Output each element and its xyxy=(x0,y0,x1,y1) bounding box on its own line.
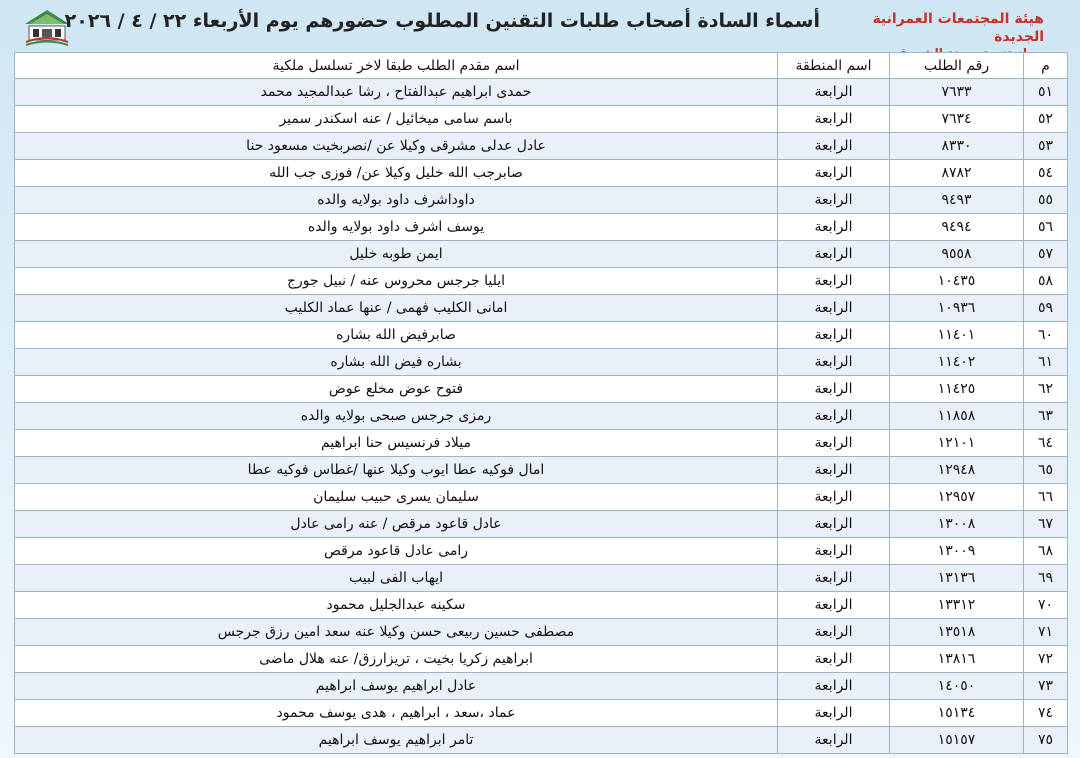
serial-cell: ٥٦ xyxy=(1024,214,1068,241)
area-cell: الرابعة xyxy=(778,241,890,268)
request-number-cell: ١٢١٠١ xyxy=(890,430,1024,457)
table-row xyxy=(15,268,1068,295)
table-row xyxy=(15,133,1068,160)
page-title: أسماء السادة أصحاب طلبات التقنين المطلوب حضورهم يوم الأربعاء ٢٢ / ٤ / ٢٠٢٦ xyxy=(64,10,820,32)
area-cell: الرابعة xyxy=(778,673,890,700)
serial-cell: ٥٧ xyxy=(1024,241,1068,268)
request-number-cell: ١١٤٠٢ xyxy=(890,349,1024,376)
serial-cell: ٧١ xyxy=(1024,619,1068,646)
request-number-cell: ١٥١٣٤ xyxy=(890,700,1024,727)
area-cell: الرابعة xyxy=(778,403,890,430)
area-cell: الرابعة xyxy=(778,160,890,187)
applicant-name-cell: ايمن طوبه خليل xyxy=(15,241,778,268)
table-row xyxy=(15,619,1068,646)
applicant-name-cell: يوسف اشرف داود بولايه والده xyxy=(15,214,778,241)
area-cell: الرابعة xyxy=(778,295,890,322)
column-header-serial: م xyxy=(1024,53,1068,79)
serial-cell: ٥٩ xyxy=(1024,295,1068,322)
table-row xyxy=(15,673,1068,700)
serial-cell: ٦٢ xyxy=(1024,376,1068,403)
area-cell: الرابعة xyxy=(778,133,890,160)
request-number-cell: ١١٤٢٥ xyxy=(890,376,1024,403)
area-cell: الرابعة xyxy=(778,322,890,349)
applicant-name-cell: ابراهيم زكريا بخيت ، تريزارزق/ عنه هلال ماضى xyxy=(15,646,778,673)
table-row xyxy=(15,403,1068,430)
serial-cell: ٥٣ xyxy=(1024,133,1068,160)
applicant-name-cell: ايليا جرجس محروس عنه / نبيل جورج xyxy=(15,268,778,295)
serial-cell: ٧٠ xyxy=(1024,592,1068,619)
applicant-name-cell: عادل قاعود مرقص / عنه رامى عادل xyxy=(15,511,778,538)
applicant-name-cell: امال فوكيه عطا ايوب وكيلا عنها /غطاس فوكيه عطا xyxy=(15,457,778,484)
table-row xyxy=(15,349,1068,376)
request-number-cell: ١١٨٥٨ xyxy=(890,403,1024,430)
applicant-name-cell: بشاره فيض الله بشاره xyxy=(15,349,778,376)
table-header-row xyxy=(15,53,1068,79)
applicant-name-cell: فتوح عوض مخلع عوض xyxy=(15,376,778,403)
area-cell: الرابعة xyxy=(778,538,890,565)
serial-cell: ٦١ xyxy=(1024,349,1068,376)
applicant-name-cell: تامر ابراهيم يوسف ابراهيم xyxy=(15,727,778,754)
request-number-cell: ١٣٣١٢ xyxy=(890,592,1024,619)
area-cell: الرابعة xyxy=(778,484,890,511)
serial-cell: ٦٨ xyxy=(1024,538,1068,565)
serial-cell: ٥٢ xyxy=(1024,106,1068,133)
serial-cell: ٦٣ xyxy=(1024,403,1068,430)
applicant-name-cell: مصطفى حسين ربيعى حسن وكيلا عنه سعد امين رزق جرجس xyxy=(15,619,778,646)
area-cell: الرابعة xyxy=(778,646,890,673)
page-header xyxy=(0,0,1080,52)
request-number-cell: ١٣١٣٦ xyxy=(890,565,1024,592)
area-cell: الرابعة xyxy=(778,727,890,754)
applicant-name-cell: ميلاد فرنسيس حنا ابراهيم xyxy=(15,430,778,457)
serial-cell: ٦٩ xyxy=(1024,565,1068,592)
table-row xyxy=(15,79,1068,106)
area-cell: الرابعة xyxy=(778,430,890,457)
applicant-name-cell: امانى الكليب فهمى / عنها عماد الكليب xyxy=(15,295,778,322)
table-row xyxy=(15,160,1068,187)
applicant-name-cell: صابرفيض الله بشاره xyxy=(15,322,778,349)
request-number-cell: ٩٥٥٨ xyxy=(890,241,1024,268)
request-number-cell: ١٢٩٥٧ xyxy=(890,484,1024,511)
table-row xyxy=(15,457,1068,484)
request-number-cell: ١٥١٥٧ xyxy=(890,727,1024,754)
request-number-cell: ٧٦٣٣ xyxy=(890,79,1024,106)
table-row xyxy=(15,376,1068,403)
area-cell: الرابعة xyxy=(778,79,890,106)
table-row xyxy=(15,538,1068,565)
applicant-name-cell: عادل عدلى مشرقى وكيلا عن /نصربخيت مسعود حنا xyxy=(15,133,778,160)
serial-cell: ٧٥ xyxy=(1024,727,1068,754)
serial-cell: ٦٧ xyxy=(1024,511,1068,538)
table-row xyxy=(15,484,1068,511)
serial-cell: ٧٣ xyxy=(1024,673,1068,700)
table-row xyxy=(15,106,1068,133)
applicant-name-cell: ايهاب الفى لبيب xyxy=(15,565,778,592)
area-cell: الرابعة xyxy=(778,565,890,592)
request-number-cell: ١٣٨١٦ xyxy=(890,646,1024,673)
serial-cell: ٦٤ xyxy=(1024,430,1068,457)
request-number-cell: ٩٤٩٣ xyxy=(890,187,1024,214)
table-row xyxy=(15,592,1068,619)
table-row xyxy=(15,241,1068,268)
applicant-name-cell: باسم سامى ميخائيل / عنه اسكندر سمير xyxy=(15,106,778,133)
table-row xyxy=(15,187,1068,214)
area-cell: الرابعة xyxy=(778,214,890,241)
column-header-applicant-name: اسم مقدم الطلب طبقا لاخر تسلسل ملكية xyxy=(15,53,778,79)
serial-cell: ٥٤ xyxy=(1024,160,1068,187)
serial-cell: ٥١ xyxy=(1024,79,1068,106)
applicant-name-cell: حمدى ابراهيم عبدالفتاح ، رشا عبدالمجيد محمد xyxy=(15,79,778,106)
serial-cell: ٧٢ xyxy=(1024,646,1068,673)
column-header-request-number: رقم الطلب xyxy=(890,53,1024,79)
table-row xyxy=(15,214,1068,241)
org-name-line1: هيئة المجتمعات العمرانية الجديدة xyxy=(872,11,1044,45)
area-cell: الرابعة xyxy=(778,349,890,376)
applicant-name-cell: سكينه عبدالجليل محمود xyxy=(15,592,778,619)
request-number-cell: ١٠٤٣٥ xyxy=(890,268,1024,295)
applicant-name-cell: سليمان يسرى حبيب سليمان xyxy=(15,484,778,511)
applicant-name-cell: عماد ،سعد ، ابراهيم ، هدى يوسف محمود xyxy=(15,700,778,727)
applicants-table xyxy=(14,52,1068,754)
serial-cell: ٦٥ xyxy=(1024,457,1068,484)
table-row xyxy=(15,295,1068,322)
table-row xyxy=(15,511,1068,538)
request-number-cell: ١٠٩٣٦ xyxy=(890,295,1024,322)
serial-cell: ٧٤ xyxy=(1024,700,1068,727)
area-cell: الرابعة xyxy=(778,511,890,538)
serial-cell: ٥٨ xyxy=(1024,268,1068,295)
column-header-area: اسم المنطقة xyxy=(778,53,890,79)
area-cell: الرابعة xyxy=(778,187,890,214)
request-number-cell: ١١٤٠١ xyxy=(890,322,1024,349)
table-row xyxy=(15,322,1068,349)
serial-cell: ٦٦ xyxy=(1024,484,1068,511)
request-number-cell: ٧٦٣٤ xyxy=(890,106,1024,133)
serial-cell: ٥٥ xyxy=(1024,187,1068,214)
request-number-cell: ١٤٠٥٠ xyxy=(890,673,1024,700)
request-number-cell: ٨٧٨٢ xyxy=(890,160,1024,187)
table-row xyxy=(15,700,1068,727)
request-number-cell: ١٣٠٠٩ xyxy=(890,538,1024,565)
table-row xyxy=(15,727,1068,754)
area-cell: الرابعة xyxy=(778,376,890,403)
area-cell: الرابعة xyxy=(778,457,890,484)
request-number-cell: ٨٣٣٠ xyxy=(890,133,1024,160)
request-number-cell: ١٣٥١٨ xyxy=(890,619,1024,646)
applicant-name-cell: عادل ابراهيم يوسف ابراهيم xyxy=(15,673,778,700)
request-number-cell: ٩٤٩٤ xyxy=(890,214,1024,241)
area-cell: الرابعة xyxy=(778,268,890,295)
applicant-name-cell: رامى عادل قاعود مرقص xyxy=(15,538,778,565)
request-number-cell: ١٢٩٤٨ xyxy=(890,457,1024,484)
request-number-cell: ١٣٠٠٨ xyxy=(890,511,1024,538)
area-cell: الرابعة xyxy=(778,619,890,646)
serial-cell: ٦٠ xyxy=(1024,322,1068,349)
table-row xyxy=(15,565,1068,592)
applicant-name-cell: صابرجب الله خليل وكيلا عن/ فوزى جب الله xyxy=(15,160,778,187)
applicant-name-cell: داوداشرف داود بولايه والده xyxy=(15,187,778,214)
area-cell: الرابعة xyxy=(778,700,890,727)
area-cell: الرابعة xyxy=(778,592,890,619)
area-cell: الرابعة xyxy=(778,106,890,133)
table-row xyxy=(15,430,1068,457)
applicant-name-cell: رمزى جرجس صبحى بولايه والده xyxy=(15,403,778,430)
table-row xyxy=(15,646,1068,673)
